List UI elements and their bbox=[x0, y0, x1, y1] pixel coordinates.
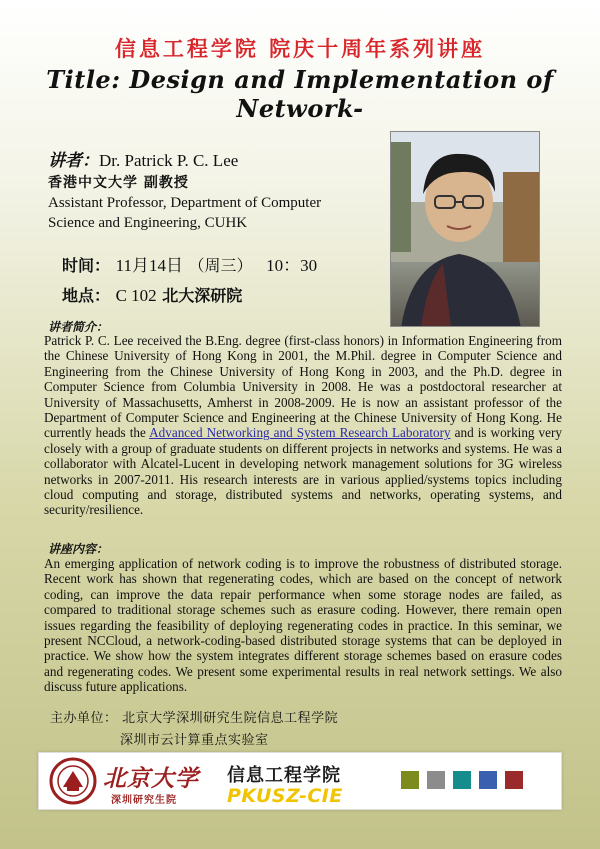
topic-heading: 讲座内容： bbox=[48, 542, 109, 556]
venue-label: 地点： bbox=[62, 286, 111, 305]
organizer-line2: 深圳市云计算重点实验室 bbox=[120, 733, 269, 748]
school-name-cn: 信息工程学院 bbox=[227, 765, 341, 786]
color-square-blue bbox=[479, 771, 497, 789]
pku-name: 北京大学 bbox=[103, 765, 199, 792]
venue-room: C 102 bbox=[115, 286, 157, 305]
time-clock: 10：30 bbox=[266, 256, 318, 275]
speaker-photo bbox=[390, 131, 540, 327]
lab-link[interactable]: Advanced Networking and System Research Laboratory bbox=[149, 425, 451, 441]
speaker-label: 讲者： bbox=[48, 151, 99, 171]
talk-title-line2: Network- bbox=[236, 94, 364, 123]
speaker-name: Dr. Patrick P. C. Lee bbox=[99, 151, 239, 170]
organizer-line1: 主办单位： 北京大学深圳研究生院信息工程学院 bbox=[50, 711, 339, 726]
talk-title-line1: Title: Design and Implementation of bbox=[46, 65, 554, 94]
bio-paragraph bbox=[44, 333, 562, 518]
school-name-en: PKUSZ-CIE bbox=[227, 785, 343, 807]
bio-heading: 讲者简介： bbox=[48, 320, 109, 334]
color-square-red bbox=[505, 771, 523, 789]
venue-place: 北大深研院 bbox=[162, 286, 243, 305]
venue-line bbox=[62, 283, 242, 306]
time-label: 时间： bbox=[62, 256, 111, 275]
speaker-affiliation-en-line1: Assistant Professor, Department of Computer bbox=[48, 195, 322, 211]
bio-text-part1: Patrick P. C. Lee received the B.Eng. degree (first-class honors) in Information Engineering from the Chinese University of Hong Kong in 2001, the M.Phil. degree in Computer Science and Engineering from the Chinese University of Hong Kong in 2003, and the Ph.D. degree in Computer Science from Columbia University in 2008. He was a postdoctoral researcher at University of Massachusetts, Amherst in 2008-2009. He is now an assistant professor of the Department of Computer Science and Engineering at the Chinese University of Hong Kong. He currently heads the bbox=[44, 333, 562, 441]
speaker-affiliation-en-line2: Science and Engineering, CUHK bbox=[48, 215, 248, 231]
series-title: 信息工程学院 院庆十周年系列讲座 bbox=[114, 37, 486, 61]
topic-paragraph: An emerging application of network coding is to improve the robustness of distributed storage. Recent work has shown that regenerating codes, which are based on the concept of network coding, can improve the data repair performance when some storage nodes are failed, as compared to traditional storage schemes such as erasure coding. However, there remain open issues regarding the feasibility of deploying regenerating codes in practice. In this seminar, we present NCCloud, a network-coding-based distributed storage systems that can be deployed in practice. We show how the system integrates different storage schemes based on erasure codes and regenerating codes. We present some experimental results in real network settings. We also discuss future applications. bbox=[44, 556, 562, 695]
color-square-olive bbox=[401, 771, 419, 789]
color-square-gray bbox=[427, 771, 445, 789]
color-square-teal bbox=[453, 771, 471, 789]
speaker-affiliation-cn: 香港中文大学 副教授 bbox=[48, 175, 189, 191]
time-line bbox=[62, 251, 317, 276]
time-date: 11月14日 bbox=[115, 256, 183, 275]
time-weekday: （周三） bbox=[188, 256, 253, 275]
bio-text-part2: and is working very closely with a group of graduate students on different projects in networks and systems. He was a collaborator with Alcatel-Lucent in developing network management solutions for 3G wireless networks in 2007-2011. His research interests are in various applied/systems topics including cloud computing and storage, distributed systems and networks, operating systems, and security/resilience. bbox=[44, 425, 562, 518]
pku-subtitle: 深圳研究生院 bbox=[111, 795, 177, 806]
speaker-line bbox=[48, 146, 238, 171]
footer-banner bbox=[38, 752, 562, 810]
pku-seal-icon bbox=[49, 757, 97, 805]
